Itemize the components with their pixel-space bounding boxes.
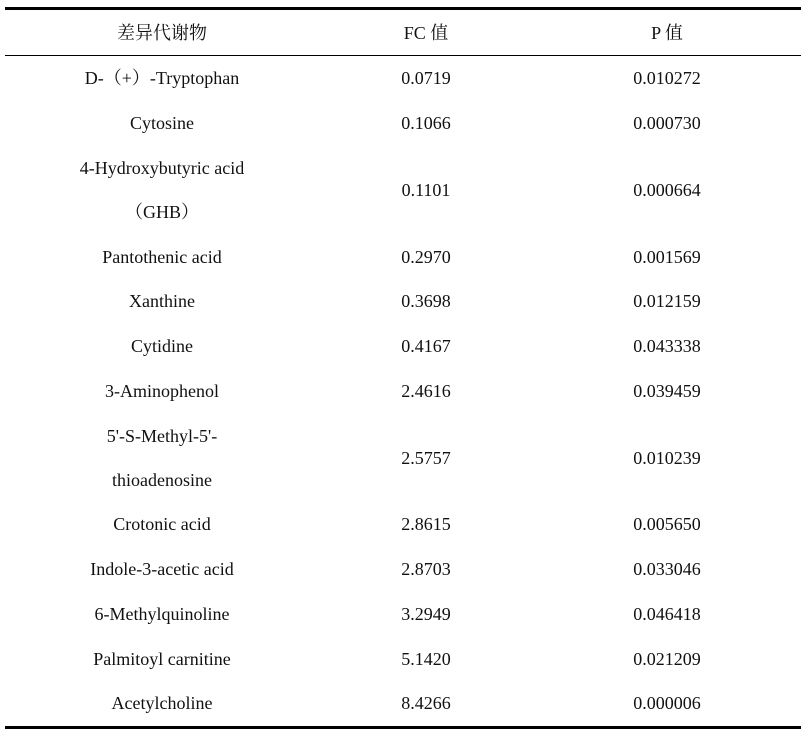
metabolite-name [5, 235, 319, 279]
metabolite-table [5, 7, 801, 729]
header-metabolite: 差异代谢物 [117, 22, 207, 43]
p-value: 0.010239 [633, 447, 701, 468]
p-value: 0.000730 [633, 113, 701, 134]
metabolite-name [5, 592, 319, 636]
metabolite-name [5, 414, 319, 502]
table-row [5, 101, 801, 146]
fc-value: 2.4616 [401, 380, 451, 401]
p-value: 0.039459 [633, 380, 701, 401]
table-row [5, 145, 801, 234]
fc-value: 3.2949 [401, 603, 451, 624]
metabolite-name [5, 369, 319, 413]
metabolite-name [5, 101, 319, 145]
metabolite-name-line: Cytidine [131, 336, 193, 357]
table-row [5, 547, 801, 592]
table-row [5, 324, 801, 369]
metabolite-name [5, 324, 319, 368]
metabolite-name-line: D-（+）-Tryptophan [84, 68, 240, 89]
header-p: P 值 [651, 22, 683, 43]
p-value: 0.046418 [633, 603, 701, 624]
metabolite-name-line: thioadenosine [112, 469, 212, 490]
fc-value: 0.1101 [401, 179, 451, 200]
table-row [5, 56, 801, 101]
table-row [5, 413, 801, 502]
header-fc: FC 值 [403, 22, 449, 43]
p-value: 0.043338 [633, 336, 701, 357]
table-row [5, 592, 801, 637]
table-row [5, 279, 801, 324]
p-value: 0.021209 [633, 648, 701, 669]
fc-value: 5.1420 [401, 648, 451, 669]
p-value: 0.012159 [633, 291, 701, 312]
metabolite-name [5, 681, 319, 725]
metabolite-name-line: 3-Aminophenol [105, 380, 219, 401]
p-value: 0.001569 [633, 246, 701, 267]
metabolite-name-line: 5'-S-Methyl-5'- [106, 425, 218, 446]
metabolite-name [5, 502, 319, 546]
metabolite-name-line: Palmitoyl carnitine [93, 648, 231, 669]
p-value: 0.000006 [633, 693, 701, 714]
metabolite-name-line: Acetylcholine [111, 693, 213, 714]
p-value: 0.000664 [633, 179, 701, 200]
metabolite-name [5, 279, 319, 323]
metabolite-name [5, 56, 319, 100]
metabolite-name [5, 547, 319, 591]
fc-value: 8.4266 [401, 693, 451, 714]
metabolite-name-line: Indole-3-acetic acid [90, 559, 234, 580]
metabolite-name-line: 4-Hydroxybutyric acid [79, 157, 245, 178]
table-header-row [5, 10, 801, 55]
fc-value: 2.8615 [401, 514, 451, 535]
metabolite-name [5, 146, 319, 234]
metabolite-name-line: Pantothenic acid [102, 246, 222, 267]
metabolite-name-line: Cytosine [129, 113, 194, 134]
fc-value: 2.8703 [401, 559, 451, 580]
p-value: 0.010272 [633, 68, 701, 89]
table-bottom-rule [5, 726, 801, 729]
fc-value: 0.2970 [401, 246, 451, 267]
table-body [5, 56, 801, 726]
fc-value: 2.5757 [401, 447, 451, 468]
table-row [5, 368, 801, 413]
table-row [5, 234, 801, 279]
metabolite-name-line: 6-Methylquinoline [94, 603, 230, 624]
metabolite-name-line: （GHB） [124, 201, 199, 222]
fc-value: 0.1066 [401, 113, 451, 134]
metabolite-name-line: Xanthine [129, 291, 195, 312]
fc-value: 0.3698 [401, 291, 451, 312]
fc-value: 0.0719 [401, 68, 451, 89]
table-row [5, 681, 801, 726]
p-value: 0.033046 [633, 559, 701, 580]
fc-value: 0.4167 [401, 336, 451, 357]
metabolite-name-line: Crotonic acid [113, 514, 211, 535]
p-value: 0.005650 [633, 514, 701, 535]
metabolite-name [5, 637, 319, 681]
table-row [5, 502, 801, 547]
table-row [5, 636, 801, 681]
